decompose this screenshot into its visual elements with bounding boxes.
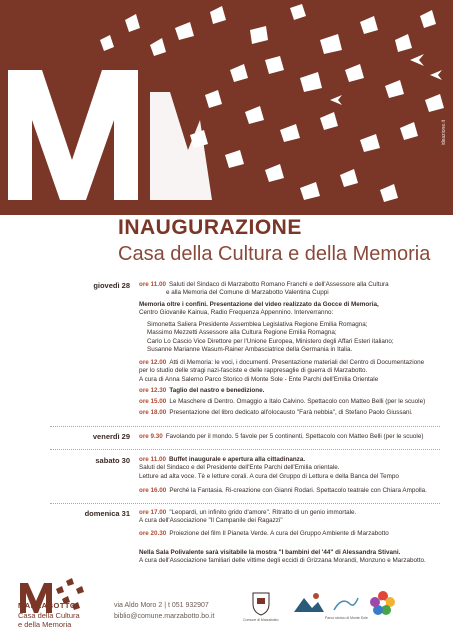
email-link[interactable]: biblio@comune.marzabotto.bo.it [114,613,215,620]
event-text: "Leopardi, un infinito grido d'amore". Ritratto di un genio immortale. [169,509,357,516]
event-time: ore 17.00 [139,509,167,516]
logo-title: MARZABOTTO [18,601,77,610]
parchi-logo-icon [290,588,326,618]
event-10 [139,509,439,526]
event-text: Buffet inaugurale e apertura alla cittadinanza. [168,456,306,463]
event-time: ore 11.00 [139,456,166,463]
event-text: per lo studio delle stragi nazi-fasciste e delle rappresaglie di guerra di Marzabotto. [139,367,368,375]
logo-subtitle-line: e della Memoria [18,620,72,629]
monte-sole-logo-icon [332,592,360,614]
day-label-saturday: sabato 30 [95,456,130,465]
design-credit: ideazione.it [441,120,447,146]
speaker-4: Susanne Marianne Wasum-Rainer Ambasciatrice della Germania in Italia. [147,345,353,353]
logo-subtitle [18,611,80,629]
speaker-2: Massimo Mezzetti Assessore alla Cultura Regione Emilia Romagna; [147,329,337,337]
partner-3-label: Parco storico di Monte Sole [325,616,368,620]
event-5 [139,398,439,406]
event-text: Centro Giovanile Kainua, Radio Frequenza Appennino. Interverranno: [139,309,334,317]
event-time: ore 20.30 [139,530,167,537]
day-label-sunday: domenica 31 [84,509,130,518]
event-2-speakers [147,321,447,354]
event-2 [139,301,439,318]
event-time: ore 12.00 [139,359,167,366]
event-text: Saluti del Sindaco e del Presidente dell'Ente Parchi dell'Emilia orientale. [139,464,340,472]
divider [50,503,440,504]
event-text: A cura di Anna Salerno Parco Storico di Monte Sole - Ente Parchi dell'Emilia Orientale [139,375,379,383]
page-title: INAUGURAZIONE [118,216,302,239]
event-text: e alla Memoria del Comune di Marzabotto Valentina Cuppi [166,289,329,297]
event-time: ore 9.30 [139,433,163,440]
speaker-1: Simonetta Saliera Presidente Assemblea Legislativa Regione Emilia Romagna; [147,321,368,328]
divider [50,449,440,450]
event-4 [139,387,439,395]
event-text: A cura dell'Associazione "Il Campanile dei Ragazzi" [139,517,283,525]
event-text: Presentazione del libro dedicato all'olocausto "Farà nebbia", di Stefano Paolo Giussani. [169,409,413,416]
event-text: Atti di Memoria: le voci, i documenti. Presentazione materiali del Centro di Documentazione [169,359,425,366]
speaker-3: Carlo Lo Cascio Vice Direttore per l'Unione Europea, Ministero degli Affari Esteri italiano; [147,337,394,345]
event-text: Nella Sala Polivalente sarà visitabile la mostra "I bambini del '44" di Alessandra Stivani. [139,549,401,556]
divider [50,426,440,427]
event-text: A cura dell'Associazione familiari delle vittime degli eccidi di Grizzana Morandi, Monzuno e Marzabotto. [139,557,426,565]
event-text: Proiezione del film Il Pianeta Verde. A cura del Gruppo Ambiente di Marzabotto [169,530,389,537]
logo-subtitle-line: Casa della Cultura [18,611,80,620]
contact-info [114,600,215,622]
event-1 [139,281,439,298]
event-6 [139,409,439,417]
flower-logo-icon [370,590,396,616]
event-3 [139,359,439,384]
address: via Aldo Moro 2 | t 051 932907 [114,602,209,609]
event-text: Letture ad alta voce. Tè e letture corali. A cura del Gruppo di Lettura e della Banca del Tempo [139,472,399,480]
event-time: ore 16.00 [139,487,167,494]
day-label-friday: venerdì 29 [92,432,130,441]
hero-banner [0,0,453,215]
event-12 [139,549,439,566]
event-7 [139,433,439,441]
event-time: ore 12.30 [139,387,167,394]
event-text: Memoria oltre i confini. Presentazione del video realizzato da Gocce di Memoria, [139,301,379,308]
event-time: ore 18.00 [139,409,167,416]
event-9 [139,487,439,495]
event-8 [139,456,439,481]
event-time: ore 11.00 [139,281,166,288]
event-text: Perché la Fantasia. Ri-creazione con Gianni Rodari. Spettacolo teatrale con Chiara Ampolla. [169,487,427,494]
event-text: Favolando per il mondo. 5 favole per 5 continenti. Spettacolo con Matteo Belli (per le scuole) [165,433,424,440]
comune-crest-icon [250,590,272,616]
event-text: Saluti del Sindaco di Marzabotto Romano Franchi e dell'Assessore alla Cultura [168,281,389,288]
partner-1-label: Comune di Marzabotto [243,618,279,622]
event-text: Le Maschere di Dentro. Omaggio a Italo Calvino. Spettacolo con Matteo Belli (per le scuole) [169,398,426,405]
event-text: Taglio del nastro e benedizione. [169,387,265,394]
event-time: ore 15.00 [139,398,167,405]
page-subtitle: Casa della Cultura e della Memoria [118,243,431,265]
day-label-thursday: giovedì 28 [93,281,130,290]
paper-birds-illustration [0,0,453,215]
event-11 [139,530,439,538]
